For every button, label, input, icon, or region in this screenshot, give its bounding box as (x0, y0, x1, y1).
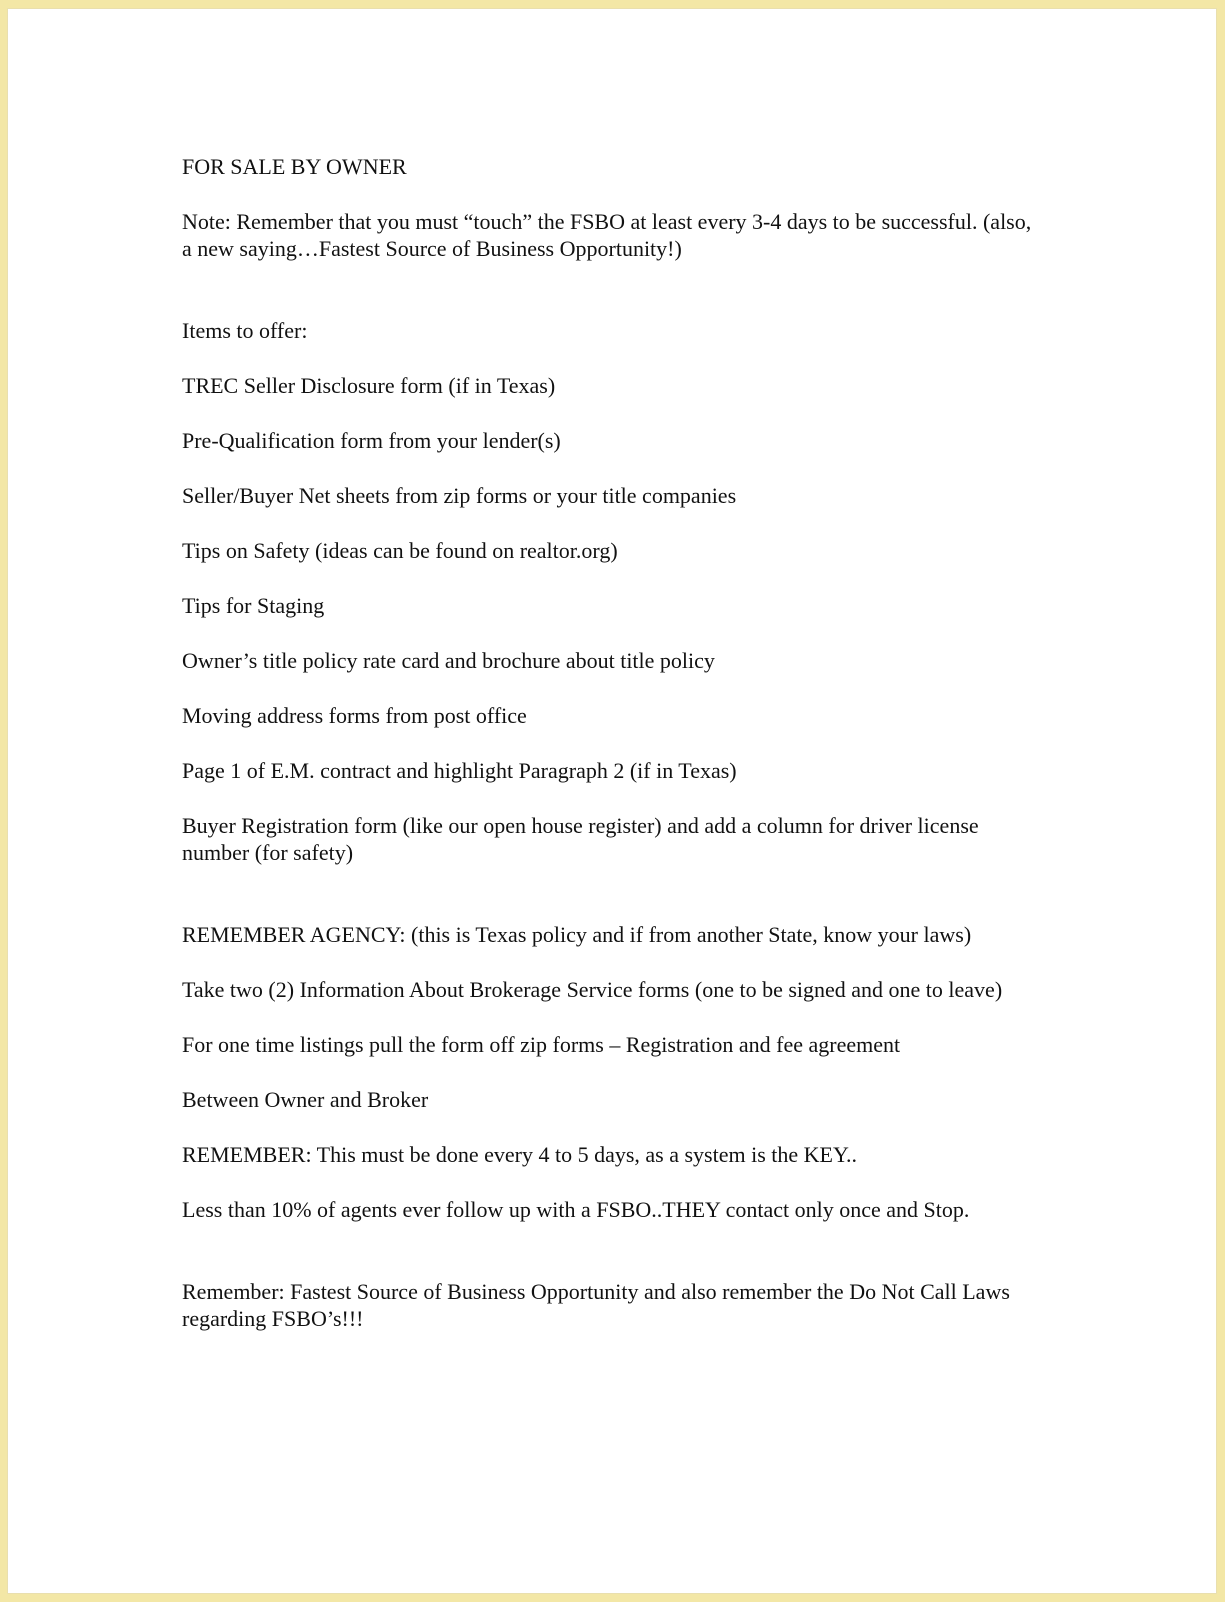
document-title: FOR SALE BY OWNER (182, 154, 407, 179)
agency-follow-up: Less than 10% of agents ever follow up with a FSBO..THEY contact only once and Stop. (182, 1197, 970, 1222)
document-content (182, 145, 1042, 1332)
agency-remember-system: REMEMBER: This must be done every 4 to 5 days, as a system is the KEY.. (182, 1142, 858, 1167)
item-trec-seller-disclosure: TREC Seller Disclosure form (if in Texas) (182, 373, 556, 398)
item-tips-staging: Tips for Staging (182, 593, 325, 618)
item-net-sheets: Seller/Buyer Net sheets from zip forms or your title companies (182, 483, 737, 508)
item-tips-safety: Tips on Safety (ideas can be found on realtor.org) (182, 538, 618, 563)
item-buyer-registration: Buyer Registration form (like our open house register) and add a column for driver license number (for safety) (182, 813, 979, 865)
item-moving-forms: Moving address forms from post office (182, 703, 527, 728)
agency-heading: REMEMBER AGENCY: (this is Texas policy and if from another State, know your laws) (182, 922, 972, 947)
items-heading: Items to offer: (182, 318, 308, 343)
note-paragraph: Note: Remember that you must “touch” the FSBO at least every 3-4 days to be successful. (also, a new saying…Fastest Source of Business Opportunity!) (182, 209, 1032, 261)
item-pre-qualification: Pre-Qualification form from your lender(s) (182, 428, 561, 453)
closing-paragraph: Remember: Fastest Source of Business Opportunity and also remember the Do Not Call Laws regarding FSBO’s!!! (182, 1279, 1010, 1331)
item-em-contract: Page 1 of E.M. contract and highlight Paragraph 2 (if in Texas) (182, 758, 737, 783)
agency-owner-broker: Between Owner and Broker (182, 1087, 429, 1112)
agency-one-time-listings: For one time listings pull the form off zip forms – Registration and fee agreement (182, 1032, 901, 1057)
item-title-policy: Owner’s title policy rate card and brochure about title policy (182, 648, 715, 673)
agency-brokerage-forms: Take two (2) Information About Brokerage Service forms (one to be signed and one to leave) (182, 977, 1003, 1002)
document-page (7, 8, 1217, 1594)
